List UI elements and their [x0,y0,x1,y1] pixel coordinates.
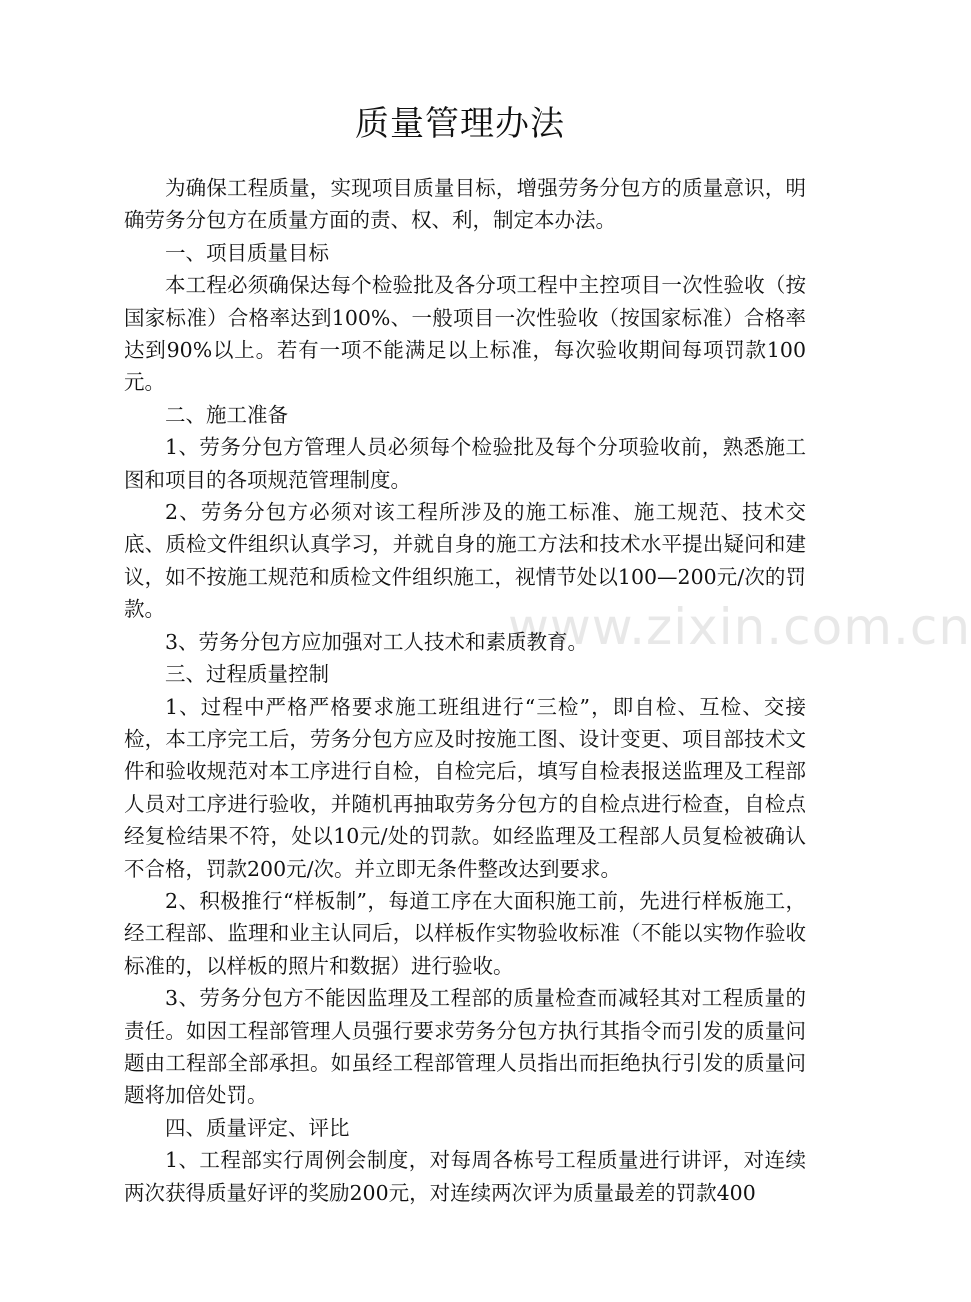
section-2-item-1: 1、劳务分包方管理人员必须每个检验批及每个分项验收前，熟悉施工图和项目的各项规范管理制度。 [124,435,806,492]
section-1-paragraph: 本工程必须确保达每个检验批及各分项工程中主控项目一次性验收（按国家标准）合格率达到100%、一般项目一次性验收（按国家标准）合格率达到90%以上。若有一项不能满足以上标准，每次验收期间每项罚款100元。 [124,273,806,395]
section-2-item-2: 2、劳务分包方必须对该工程所涉及的施工标准、施工规范、技术交底、质检文件组织认真学习，并就自身的施工方法和技术水平提出疑问和建议，如不按施工规范和质检文件组织施工，视情节处以100—200元/次的罚款。 [124,500,806,622]
intro-paragraph: 为确保工程质量，实现项目质量目标，增强劳务分包方的质量意识，明确劳务分包方在质量方面的责、权、利，制定本办法。 [124,176,806,233]
section-4-item-1: 1、工程部实行周例会制度，对每周各栋号工程质量进行讲评，对连续两次获得质量好评的奖励200元，对连续两次评为质量最差的罚款400 [124,1148,806,1205]
document-body [124,172,806,1209]
watermark: www.zixin.com.cn [508,598,971,656]
section-heading-1: 一、项目质量目标 [165,240,329,265]
section-heading-2: 二、施工准备 [165,402,288,427]
section-3-item-3: 3、劳务分包方不能因监理及工程部的质量检查而减轻其对工程质量的责任。如因工程部管理人员强行要求劳务分包方执行其指令而引发的质量问题由工程部全部承担。如虽经工程部管理人员指出而拒绝执行引发的质量问题将加倍处罚。 [124,986,806,1108]
document-title: 质量管理办法 [355,104,565,144]
section-3-item-1: 1、过程中严格严格要求施工班组进行“三检”，即自检、互检、交接检，本工序完工后，劳务分包方应及时按施工图、设计变更、项目部技术文件和验收规范对本工序进行自检，自检完后，填写自检表报送监理及工程部人员对工序进行验收，并随机再抽取劳务分包方的自检点进行检查，自检点经复检结果不符，处以10元/处的罚款。如经监理及工程部人员复检被确认不合格，罚款200元/次。并立即无条件整改达到要求。 [124,694,806,881]
section-heading-3: 三、过程质量控制 [165,662,329,687]
section-3-item-2: 2、积极推行“样板制”，每道工序在大面积施工前，先进行样板施工，经工程部、监理和业主认同后，以样板作实物验收标准（不能以实物作验收标准的，以样板的照片和数据）进行验收。 [124,888,806,978]
section-2-item-3: 3、劳务分包方应加强对工人技术和素质教育。 [165,629,589,654]
section-heading-4: 四、质量评定、评比 [165,1115,350,1140]
